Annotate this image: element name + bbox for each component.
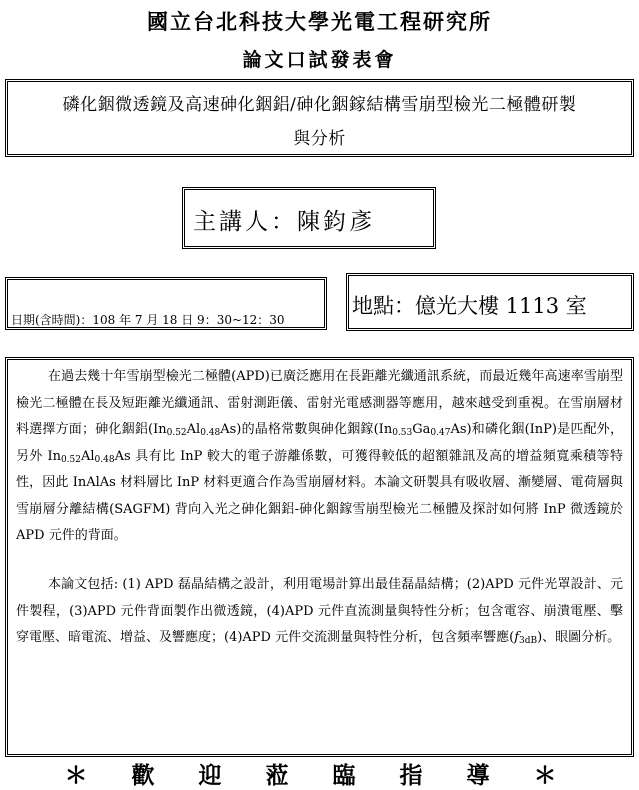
thesis-title-box [5,79,634,157]
subscript: 3dB [519,636,538,646]
venue-value: 億光大樓 1113 室 [415,294,587,318]
abstract-paragraph-1 [16,364,623,550]
venue-box [346,273,634,331]
speaker-name: 陳鈞彥 [297,209,375,235]
subscript: 0.53 [392,428,413,438]
speaker-box [182,187,436,249]
thesis-title-line2: 與分析 [293,129,346,149]
text-run: As)和磷化銦(InP)是匹配外，另外 In [16,422,623,464]
italic-symbol: f [514,630,519,645]
welcome-footer: ＊ 歡 迎 蒞 臨 指 導 ＊ [64,762,575,789]
text-run: )、眼圖分析。 [537,630,621,645]
text-run: Ga [412,422,431,437]
text-run: 本論文包括: (1) APD 磊晶結構之設計，利用電場計算出最佳磊晶結構；(2)APD 元件光罩設計、元件製程，(3)APD 元件背面製作出微透鏡，(4)APD 元件直流測量與特性分析；包含電容、崩潰電壓、擊穿電壓、暗電流、增益、及響應度；(4)APD 元件交流測量與特性分析，包含頻率響應( [16,577,623,645]
text-run: As 具有比 InP 較大的電子游離係數，可獲得較低的超額雜訊及高的增益頻寬乘積等特性，因此 InAlAs 材料層比 InP 材料更適合作為雪崩層材料。本論文研製具有吸收層、漸變層、電荷層與雪崩層分離結構(SAGFM) 背向入光之砷化銦鋁-砷化銦鎵雪崩型檢光二極體及探討如何將 InP 微透鏡於 APD 元件的背面。 [16,448,623,543]
text-run: 在過去幾十年雪崩型檢光二極體(APD)已廣泛應用在長距離光纖通訊系統，而最近幾年高速率雪崩型檢光二極體在長及短距離光纖通訊、雷射測距儀、雷射光電感測器等應用，越來越受到重視。在雪崩層材料選擇方面；砷化銦鋁(In [16,369,623,437]
thesis-title [8,88,631,156]
event-title: 論文口試發表會 [242,49,397,71]
text-run: Al [81,448,95,464]
text-run: As)的晶格常數與砷化銦鎵(In [220,422,393,437]
venue [352,290,587,320]
subscript: 0.48 [94,454,115,465]
subscript: 0.47 [430,428,451,438]
abstract-box [5,357,634,757]
subscript: 0.52 [166,428,187,438]
speaker [193,203,375,236]
date-time: 日期(含時間)：108 年 7 月 18 日 9：30~12：30 [11,313,285,327]
thesis-title-line1: 磷化銦微透鏡及高速砷化銦鋁/砷化銦鎵結構雪崩型檢光二極體研製 [62,95,577,115]
venue-label: 地點： [352,294,415,318]
subscript: 0.48 [200,428,221,438]
institute-title: 國立台北科技大學光電工程研究所 [147,9,492,34]
text-run: Al [186,422,201,437]
speaker-label: 主講人： [193,209,297,235]
date-box [5,277,327,330]
subscript: 0.52 [60,454,81,465]
abstract-paragraph-2 [16,572,623,652]
